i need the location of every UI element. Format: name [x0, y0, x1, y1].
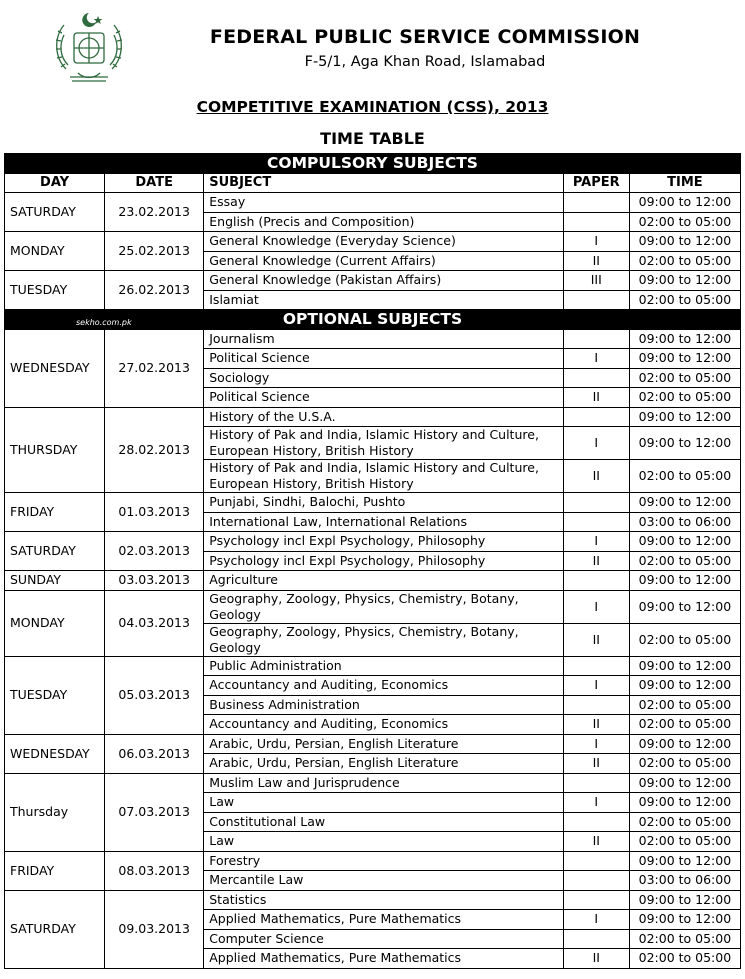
subject-cell: History of Pak and India, Islamic History and Culture, European History, British History — [204, 427, 563, 460]
compulsory-band — [5, 154, 741, 174]
timetable — [4, 153, 741, 969]
table-row — [5, 329, 741, 349]
subject-cell: English (Precis and Composition) — [204, 212, 563, 232]
time-cell: 02:00 to 05:00 — [629, 832, 740, 852]
time-cell: 09:00 to 12:00 — [629, 910, 740, 930]
paper-cell: I — [563, 590, 629, 623]
day-cell: SATURDAY — [5, 890, 105, 968]
time-cell: 09:00 to 12:00 — [629, 773, 740, 793]
subject-cell: Political Science — [204, 388, 563, 408]
time-cell: 09:00 to 12:00 — [629, 427, 740, 460]
paper-cell: II — [563, 754, 629, 774]
subject-cell: Applied Mathematics, Pure Mathematics — [204, 949, 563, 969]
time-cell: 02:00 to 05:00 — [629, 460, 740, 493]
paper-cell: I — [563, 676, 629, 696]
paper-cell — [563, 929, 629, 949]
paper-cell: I — [563, 734, 629, 754]
time-cell: 09:00 to 12:00 — [629, 590, 740, 623]
time-cell: 09:00 to 12:00 — [629, 271, 740, 291]
time-cell: 09:00 to 12:00 — [629, 232, 740, 252]
paper-cell: I — [563, 349, 629, 369]
time-cell: 03:00 to 06:00 — [629, 871, 740, 891]
paper-cell: II — [563, 949, 629, 969]
date-cell: 01.03.2013 — [105, 493, 204, 532]
column-header-row — [5, 173, 741, 193]
subject-cell: Statistics — [204, 890, 563, 910]
subject-cell: Law — [204, 793, 563, 813]
paper-cell — [563, 407, 629, 427]
time-cell: 02:00 to 05:00 — [629, 715, 740, 735]
table-row — [5, 851, 741, 871]
time-cell: 03:00 to 06:00 — [629, 512, 740, 532]
date-cell: 25.02.2013 — [105, 232, 204, 271]
paper-cell: II — [563, 623, 629, 656]
table-row — [5, 232, 741, 252]
date-cell: 27.02.2013 — [105, 329, 204, 407]
subject-cell: Psychology incl Expl Psychology, Philosophy — [204, 532, 563, 552]
time-cell: 02:00 to 05:00 — [629, 212, 740, 232]
optional-heading: OPTIONAL SUBJECTS — [282, 310, 463, 329]
subject-cell: Law — [204, 832, 563, 852]
date-cell: 26.02.2013 — [105, 271, 204, 310]
time-cell: 02:00 to 05:00 — [629, 695, 740, 715]
time-cell: 02:00 to 05:00 — [629, 251, 740, 271]
subject-cell: Essay — [204, 193, 563, 213]
table-row — [5, 571, 741, 591]
subject-cell: Forestry — [204, 851, 563, 871]
subject-cell: Computer Science — [204, 929, 563, 949]
day-cell: MONDAY — [5, 590, 105, 656]
subject-cell: Accountancy and Auditing, Economics — [204, 676, 563, 696]
time-cell: 09:00 to 12:00 — [629, 349, 740, 369]
subject-cell: Sociology — [204, 368, 563, 388]
subject-cell: History of the U.S.A. — [204, 407, 563, 427]
paper-cell — [563, 571, 629, 591]
time-cell: 02:00 to 05:00 — [629, 949, 740, 969]
paper-cell: II — [563, 832, 629, 852]
day-cell: SATURDAY — [5, 193, 105, 232]
day-cell: SUNDAY — [5, 571, 105, 591]
day-cell: TUESDAY — [5, 271, 105, 310]
table-row — [5, 656, 741, 676]
time-cell: 09:00 to 12:00 — [629, 193, 740, 213]
optional-band — [5, 310, 741, 330]
subject-cell: Geography, Zoology, Physics, Chemistry, Botany, Geology — [204, 590, 563, 623]
paper-cell — [563, 212, 629, 232]
time-cell: 02:00 to 05:00 — [629, 368, 740, 388]
col-paper: PAPER — [563, 173, 629, 193]
date-cell: 05.03.2013 — [105, 656, 204, 734]
col-date: DATE — [105, 173, 204, 193]
day-cell: FRIDAY — [5, 493, 105, 532]
subject-cell: Muslim Law and Jurisprudence — [204, 773, 563, 793]
paper-cell: I — [563, 910, 629, 930]
paper-cell: I — [563, 232, 629, 252]
subject-cell: General Knowledge (Pakistan Affairs) — [204, 271, 563, 291]
day-cell: WEDNESDAY — [5, 329, 105, 407]
date-cell: 02.03.2013 — [105, 532, 204, 571]
paper-cell: II — [563, 715, 629, 735]
col-time: TIME — [629, 173, 740, 193]
page-header — [0, 0, 745, 152]
paper-cell: III — [563, 271, 629, 291]
time-cell: 09:00 to 12:00 — [629, 407, 740, 427]
table-row — [5, 493, 741, 513]
subject-cell: Arabic, Urdu, Persian, English Literature — [204, 754, 563, 774]
org-address: F-5/1, Aga Khan Road, Islamabad — [304, 54, 546, 70]
time-cell: 09:00 to 12:00 — [629, 329, 740, 349]
time-cell: 02:00 to 05:00 — [629, 754, 740, 774]
subject-cell: Public Administration — [204, 656, 563, 676]
time-cell: 09:00 to 12:00 — [629, 676, 740, 696]
paper-cell: II — [563, 388, 629, 408]
watermark-text: sekho.com.pk — [76, 318, 132, 328]
day-cell: Thursday — [5, 773, 105, 851]
table-row — [5, 890, 741, 910]
subject-cell: Constitutional Law — [204, 812, 563, 832]
subject-cell: History of Pak and India, Islamic History and Culture, European History, British History — [204, 460, 563, 493]
date-cell: 03.03.2013 — [105, 571, 204, 591]
time-cell: 09:00 to 12:00 — [629, 734, 740, 754]
day-cell: TUESDAY — [5, 656, 105, 734]
paper-cell — [563, 512, 629, 532]
time-cell: 02:00 to 05:00 — [629, 929, 740, 949]
subject-cell: Arabic, Urdu, Persian, English Literature — [204, 734, 563, 754]
date-cell: 08.03.2013 — [105, 851, 204, 890]
time-cell: 09:00 to 12:00 — [629, 532, 740, 552]
time-cell: 02:00 to 05:00 — [629, 623, 740, 656]
table-row — [5, 590, 741, 623]
paper-cell: I — [563, 532, 629, 552]
time-cell: 09:00 to 12:00 — [629, 656, 740, 676]
paper-cell: II — [563, 460, 629, 493]
col-subject: SUBJECT — [204, 173, 563, 193]
paper-cell — [563, 871, 629, 891]
subject-cell: Psychology incl Expl Psychology, Philosophy — [204, 551, 563, 571]
paper-cell — [563, 812, 629, 832]
subject-cell: General Knowledge (Everyday Science) — [204, 232, 563, 252]
day-cell: MONDAY — [5, 232, 105, 271]
paper-cell: II — [563, 251, 629, 271]
paper-cell — [563, 773, 629, 793]
col-day: DAY — [5, 173, 105, 193]
government-seal-icon — [48, 7, 130, 89]
date-cell: 06.03.2013 — [105, 734, 204, 773]
subject-cell: General Knowledge (Current Affairs) — [204, 251, 563, 271]
time-cell: 09:00 to 12:00 — [629, 793, 740, 813]
date-cell: 09.03.2013 — [105, 890, 204, 968]
day-cell: FRIDAY — [5, 851, 105, 890]
paper-cell — [563, 695, 629, 715]
day-cell: WEDNESDAY — [5, 734, 105, 773]
paper-cell — [563, 851, 629, 871]
subject-cell: Applied Mathematics, Pure Mathematics — [204, 910, 563, 930]
paper-cell — [563, 290, 629, 310]
subject-cell: International Law, International Relations — [204, 512, 563, 532]
paper-cell: I — [563, 793, 629, 813]
exam-title: COMPETITIVE EXAMINATION (CSS), 2013 — [196, 98, 549, 116]
optional-band-inner — [10, 311, 735, 327]
table-row — [5, 407, 741, 427]
time-cell: 09:00 to 12:00 — [629, 571, 740, 591]
paper-cell — [563, 656, 629, 676]
optional-band-cell — [5, 310, 741, 330]
table-row — [5, 773, 741, 793]
subject-cell: Business Administration — [204, 695, 563, 715]
table-row — [5, 734, 741, 754]
date-cell: 28.02.2013 — [105, 407, 204, 493]
table-row — [5, 193, 741, 213]
paper-cell — [563, 890, 629, 910]
time-cell: 02:00 to 05:00 — [629, 812, 740, 832]
time-cell: 02:00 to 05:00 — [629, 551, 740, 571]
time-cell: 02:00 to 05:00 — [629, 290, 740, 310]
day-cell: THURSDAY — [5, 407, 105, 493]
subject-cell: Islamiat — [204, 290, 563, 310]
paper-cell — [563, 193, 629, 213]
subject-cell: Mercantile Law — [204, 871, 563, 891]
paper-cell: I — [563, 427, 629, 460]
subject-cell: Agriculture — [204, 571, 563, 591]
paper-cell: II — [563, 551, 629, 571]
time-cell: 09:00 to 12:00 — [629, 851, 740, 871]
date-cell: 23.02.2013 — [105, 193, 204, 232]
table-row — [5, 532, 741, 552]
day-cell: SATURDAY — [5, 532, 105, 571]
time-cell: 09:00 to 12:00 — [629, 890, 740, 910]
table-row — [5, 271, 741, 291]
paper-cell — [563, 493, 629, 513]
subject-cell: Journalism — [204, 329, 563, 349]
subject-cell: Geography, Zoology, Physics, Chemistry, Botany, Geology — [204, 623, 563, 656]
subject-cell: Political Science — [204, 349, 563, 369]
timetable-title: TIME TABLE — [320, 129, 425, 148]
subject-cell: Accountancy and Auditing, Economics — [204, 715, 563, 735]
subject-cell: Punjabi, Sindhi, Balochi, Pushto — [204, 493, 563, 513]
time-cell: 09:00 to 12:00 — [629, 493, 740, 513]
org-name: FEDERAL PUBLIC SERVICE COMMISSION — [209, 26, 641, 48]
time-cell: 02:00 to 05:00 — [629, 388, 740, 408]
date-cell: 04.03.2013 — [105, 590, 204, 656]
compulsory-heading: COMPULSORY SUBJECTS — [5, 154, 741, 174]
paper-cell — [563, 368, 629, 388]
paper-cell — [563, 329, 629, 349]
date-cell: 07.03.2013 — [105, 773, 204, 851]
